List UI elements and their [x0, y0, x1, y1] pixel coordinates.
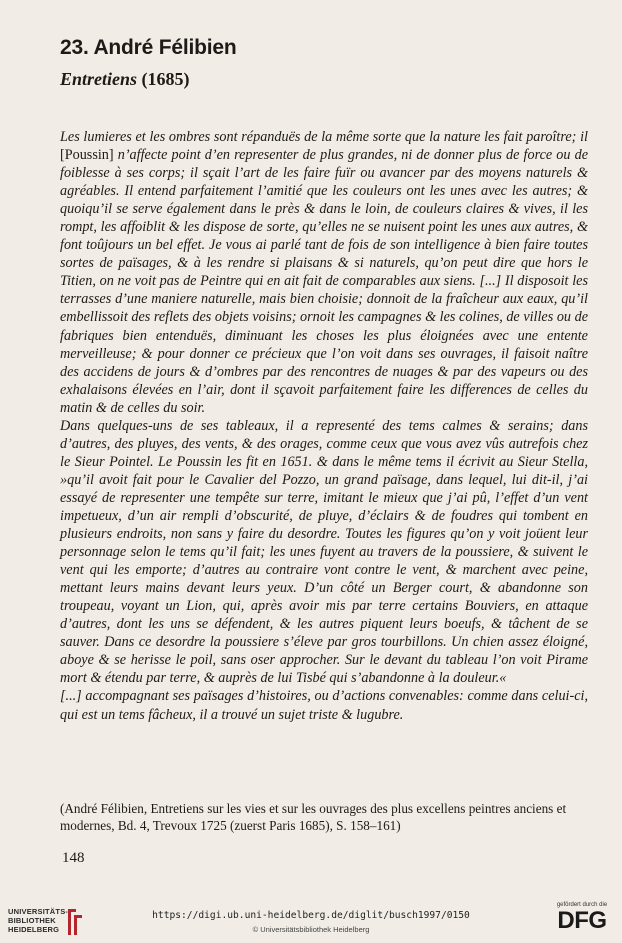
quote-paragraph-2: Dans quelques-uns de ses tableaux, il a representé des tems calmes & serains; dans d’autres, des pluyes, des vents, & des orages, comme ceux que vous avez vûs autrefois chez le Sieur Pointel. Le Poussin les fit en 1651. & dans le même tems il écrivit au Sieur Stella, »qu’il avoit fait pour le Cavalier del Pozzo, un grand païsage, dans lequel, lui dit-il, j’ai essayé de representer une tempête sur terre, imitant le mieux que j’ai pû, l’effet d’un vent impetueux, d’un air rempli d’obscurité, de pluye, d’éclairs & de foudres qui tombent en plusieurs endroits, non sans y faire du desordre. Toutes les figures qu’on y voit joüent leur personnage selon le tems qu’il fait; les unes fuyent au travers de la poussiere, & suivent le vent qui les emporte; d’autres au contraire vont contre le vent, & marchent avec peine, mettant leurs mains devant leurs yeux. D’un côté un Berger court, & abandonne son troupeau, voyant un Lion, qui, après avoir mis par terre certains Bouviers, en attaque d’autres, dont les uns se défendent, & les autres piquent leurs boeufs, & tâchent de se sauver. Dans ce desordre la poussiere s’éleve par gros tourbillons. Un chien assez éloigné, aboye & se herisse le poil, sans oser approcher. Sur le devant du tableau l’on voit Pirame mort & étendu par terre, & auprès de lui Tisbé qui s’abandonne à la douleur.« [60, 417, 588, 687]
copyright-notice: © Universitätsbibliothek Heidelberg [252, 925, 370, 934]
page-number: 148 [62, 850, 85, 866]
quote-paragraph-1-part-a: Les lumieres et les ombres sont répanduës de la même sorte que la nature les fait paroître; il [60, 129, 588, 145]
quote-paragraph-1-part-b: n’affecte point d’en representer de plus grandes, ni de donner plus de force ou de foiblesse à ses corps; il sçait l’art de les faire fuïr ou avancer par des moyens naturels & agréables. Il entend parfaitement l’amitié que les couleurs ont les unes avec les autres; & quoiqu’il se serve également dans le près & dans le loin, de couleurs claires & vives, il les rompt, les affoiblit & les dispose de sorte, qu’elles ne se nuisent point les unes aux autres, & font toûjours un bel effet. Je vous ai parlé tant de fois de son intelligence à bien faire toutes sortes de païsages, & à les rendre si plaisans & si naturels, qu’on peut dire que hors le Titien, on ne voit pas de Peintre qui en ait fait de comparables aux siens. [...] Il disposoit les terrasses d’une maniere naturelle, mais bien choisie; donnoit de la fraîcheur aux eaux, qu’il embellissoit des reflets des objets voisins; ornoit les campagnes & les colines, de villes ou de fabriques bien entenduës, diminuant les choses les plus éloignées avec une entente merveilleuse; & pour donner ce précieux que l’on voit dans ses ouvrages, il faisoit naître des accidens de jours & d’ombres par des rencontres de nuages & par des vapeurs ou des exhalaisons élevées en l’air, dont il sçavoit parfaitement faire les differences de celles du matin & de celles du soir. [60, 147, 588, 416]
chapter-author: André Félibien [93, 36, 237, 59]
library-logo-line-2: BIBLIOTHEK [8, 916, 56, 925]
digitization-footer [0, 898, 622, 943]
source-citation: (André Félibien, Entretiens sur les vies et sur les ouvrages des plus excellens peintres anciens et modernes, Bd. 4, Trevoux 1725 (zuerst Paris 1685), S. 158–161) [60, 801, 567, 833]
library-logo-line-1: UNIVERSITÄTS- [8, 907, 69, 916]
quote-paragraph-1 [60, 128, 588, 417]
quoted-text [60, 128, 588, 724]
work-title-year: (1685) [141, 69, 190, 89]
library-logo-line-3: HEIDELBERG [8, 925, 60, 934]
chapter-number: 23. [60, 36, 89, 59]
dfg-logo [548, 902, 616, 934]
chapter-heading [60, 36, 237, 60]
quote-paragraph-3: [...] accompagnant ses païsages d’histoires, ou d’actions convenables: comme dans celui-ci, qui est un tems fâcheux, il a trouvé un sujet triste & lugubre. [60, 688, 588, 723]
permalink-url[interactable]: https://digi.ub.uni-heidelberg.de/diglit/busch1997/0150 [152, 910, 470, 921]
funding-note: gefördert durch die [556, 902, 608, 908]
editorial-insertion: [Poussin] [60, 147, 114, 164]
funder-name: DFG [557, 907, 607, 934]
work-title-name: Entretiens [60, 69, 138, 89]
work-title [60, 69, 190, 90]
